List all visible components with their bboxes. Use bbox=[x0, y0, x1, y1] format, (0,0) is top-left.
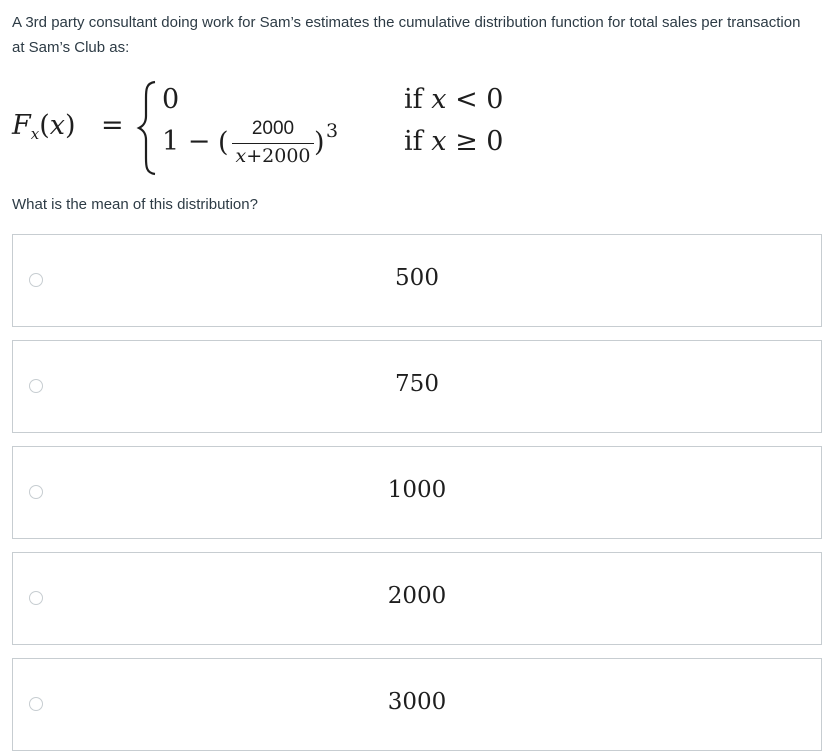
formula-equals: = bbox=[101, 110, 124, 141]
answer-label: 750 bbox=[395, 371, 439, 397]
answer-list bbox=[12, 234, 822, 753]
case2-var: x bbox=[431, 126, 447, 157]
formula-argument: x bbox=[49, 110, 65, 141]
fraction-denominator-rest: +2000 bbox=[246, 145, 311, 167]
case1-var: x bbox=[431, 84, 447, 115]
formula-function: F bbox=[12, 110, 31, 141]
answer-label: 500 bbox=[395, 265, 439, 291]
fraction-numerator: 2000 bbox=[232, 118, 314, 144]
answer-label: 3000 bbox=[387, 689, 447, 715]
case1-value: 0 bbox=[162, 84, 180, 115]
answer-option-500[interactable] bbox=[12, 234, 822, 327]
case2-prefix: 1 − bbox=[162, 126, 211, 157]
case2-rel: ≥ 0 bbox=[455, 126, 504, 157]
case2-condition bbox=[404, 126, 503, 157]
left-brace-icon bbox=[136, 80, 158, 176]
case2-if: if bbox=[404, 126, 423, 157]
fraction bbox=[232, 118, 314, 167]
case1-rel: < 0 bbox=[455, 84, 504, 115]
question-text: A 3rd party consultant doing work for Sam’s estimates the cumulative distribution function for total sales per transaction at Sam’s Club as: bbox=[12, 14, 801, 56]
answer-label: 1000 bbox=[387, 477, 447, 503]
answer-option-3000[interactable] bbox=[12, 658, 822, 751]
exponent: 3 bbox=[326, 120, 339, 142]
fraction-right-paren: ) bbox=[314, 127, 325, 158]
case1-condition bbox=[404, 84, 503, 115]
cdf-formula bbox=[0, 76, 560, 180]
question-prompt: What is the mean of this distribution? bbox=[12, 196, 258, 213]
formula-lhs: $F_x(x)$ bbox=[12, 110, 76, 143]
answer-option-1000[interactable] bbox=[12, 446, 822, 539]
answer-option-750[interactable] bbox=[12, 340, 822, 433]
fraction-left-paren: ( bbox=[218, 127, 229, 158]
fraction-denominator bbox=[232, 144, 314, 167]
answer-label: 2000 bbox=[387, 583, 447, 609]
formula-subscript: x bbox=[30, 125, 40, 143]
fraction-denominator-var: x bbox=[235, 145, 247, 167]
answer-option-2000[interactable] bbox=[12, 552, 822, 645]
case1-if: if bbox=[404, 84, 423, 115]
